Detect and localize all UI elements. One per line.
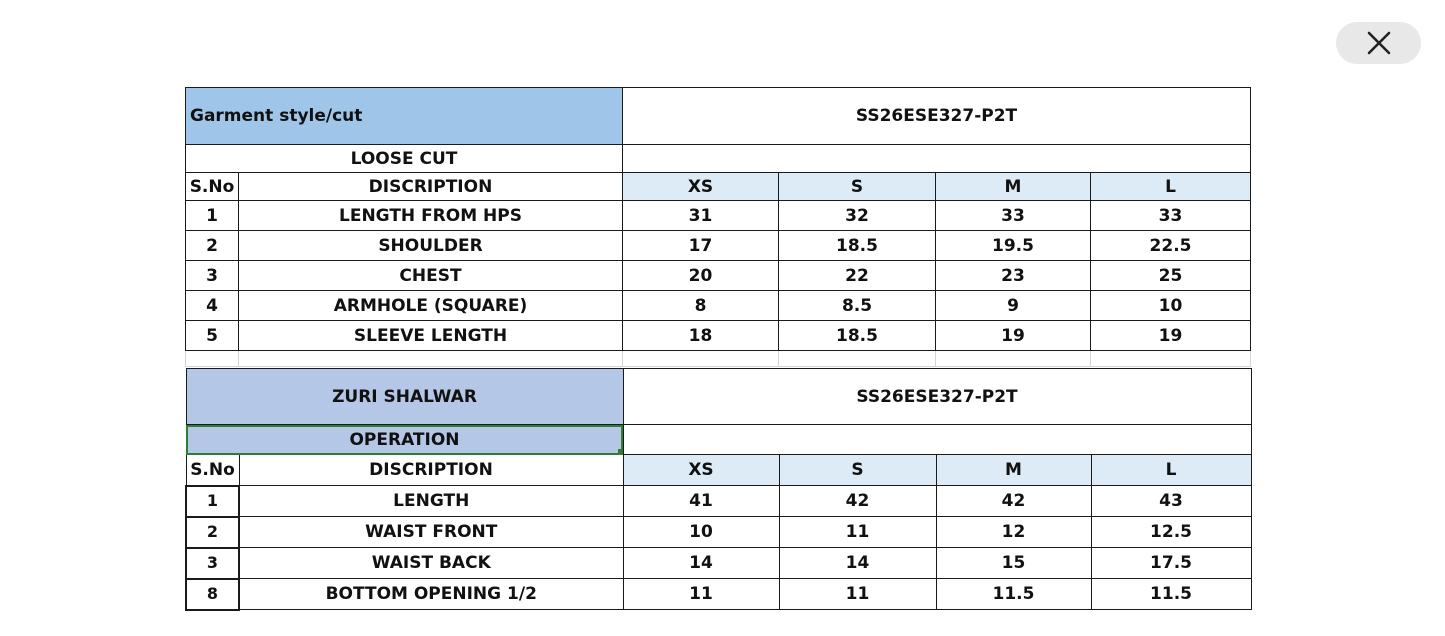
- row-sno[interactable]: 1: [186, 201, 239, 231]
- measurement-table-zuri-shalwar: [185, 368, 1252, 611]
- row-value-m[interactable]: 15: [936, 548, 1091, 579]
- table-row: [186, 291, 1251, 321]
- row-value-m[interactable]: 9: [936, 291, 1091, 321]
- sno-header[interactable]: S.No: [186, 173, 239, 201]
- size-header-s[interactable]: S: [779, 455, 936, 486]
- row-value-l[interactable]: 22.5: [1091, 231, 1251, 261]
- table-row: [186, 321, 1251, 351]
- style-code-cell[interactable]: SS26ESE327-P2T: [623, 369, 1251, 425]
- row-value-l[interactable]: 43: [1091, 486, 1251, 517]
- row-sno[interactable]: 1: [186, 486, 239, 517]
- row-value-m[interactable]: 11.5: [936, 579, 1091, 610]
- empty-cell[interactable]: [623, 145, 1251, 173]
- fill-handle[interactable]: [618, 449, 624, 455]
- row-description[interactable]: CHEST: [239, 261, 623, 291]
- operation-subheader: OPERATION: [349, 429, 460, 450]
- row-value-s[interactable]: 11: [779, 579, 936, 610]
- cut-subheader[interactable]: LOOSE CUT: [186, 145, 623, 173]
- row-value-xs[interactable]: 41: [623, 486, 779, 517]
- row-value-xs[interactable]: 18: [623, 321, 779, 351]
- row-value-s[interactable]: 32: [779, 201, 936, 231]
- row-value-m[interactable]: 33: [936, 201, 1091, 231]
- product-label[interactable]: ZURI SHALWAR: [186, 369, 623, 425]
- row-value-l[interactable]: 10: [1091, 291, 1251, 321]
- size-chart-top: [185, 87, 1250, 367]
- size-header-s[interactable]: S: [779, 173, 936, 201]
- measurement-table-loose-cut: [185, 87, 1251, 367]
- empty-cell[interactable]: [623, 351, 779, 367]
- empty-cell[interactable]: [239, 351, 623, 367]
- row-value-s[interactable]: 8.5: [779, 291, 936, 321]
- row-description[interactable]: BOTTOM OPENING 1/2: [239, 579, 623, 610]
- row-value-xs[interactable]: 8: [623, 291, 779, 321]
- close-button[interactable]: [1336, 22, 1421, 64]
- row-value-m[interactable]: 19: [936, 321, 1091, 351]
- table-row: [186, 517, 1251, 548]
- empty-cell[interactable]: [186, 351, 239, 367]
- size-header-m[interactable]: M: [936, 455, 1091, 486]
- row-value-xs[interactable]: 10: [623, 517, 779, 548]
- table-row: [186, 261, 1251, 291]
- row-value-l[interactable]: 25: [1091, 261, 1251, 291]
- row-value-s[interactable]: 11: [779, 517, 936, 548]
- row-value-m[interactable]: 19.5: [936, 231, 1091, 261]
- row-value-s[interactable]: 14: [779, 548, 936, 579]
- row-description[interactable]: SHOULDER: [239, 231, 623, 261]
- description-header[interactable]: DISCRIPTION: [239, 455, 623, 486]
- style-code-cell[interactable]: SS26ESE327-P2T: [623, 88, 1251, 145]
- operation-subheader-selected-cell[interactable]: [186, 425, 623, 455]
- row-description[interactable]: LENGTH: [239, 486, 623, 517]
- row-value-l[interactable]: 33: [1091, 201, 1251, 231]
- row-value-s[interactable]: 42: [779, 486, 936, 517]
- row-sno[interactable]: 4: [186, 291, 239, 321]
- empty-cell[interactable]: [623, 425, 1251, 455]
- size-header-l[interactable]: L: [1091, 173, 1251, 201]
- row-sno[interactable]: 5: [186, 321, 239, 351]
- row-description[interactable]: WAIST BACK: [239, 548, 623, 579]
- row-sno[interactable]: 2: [186, 231, 239, 261]
- description-header[interactable]: DISCRIPTION: [239, 173, 623, 201]
- row-value-xs[interactable]: 17: [623, 231, 779, 261]
- row-sno[interactable]: 3: [186, 548, 239, 579]
- empty-cell[interactable]: [1091, 351, 1251, 367]
- row-description[interactable]: WAIST FRONT: [239, 517, 623, 548]
- sno-header[interactable]: S.No: [186, 455, 239, 486]
- row-value-s[interactable]: 18.5: [779, 321, 936, 351]
- table-row: [186, 231, 1251, 261]
- row-value-xs[interactable]: 14: [623, 548, 779, 579]
- table-row: [186, 579, 1251, 610]
- row-value-s[interactable]: 22: [779, 261, 936, 291]
- row-value-xs[interactable]: 11: [623, 579, 779, 610]
- size-header-l[interactable]: L: [1091, 455, 1251, 486]
- row-value-m[interactable]: 23: [936, 261, 1091, 291]
- spacer-row: [186, 351, 1251, 367]
- size-header-m[interactable]: M: [936, 173, 1091, 201]
- empty-cell[interactable]: [936, 351, 1091, 367]
- table-row: [186, 486, 1251, 517]
- row-description[interactable]: ARMHOLE (SQUARE): [239, 291, 623, 321]
- table-row: [186, 201, 1251, 231]
- row-value-m[interactable]: 42: [936, 486, 1091, 517]
- row-sno[interactable]: 3: [186, 261, 239, 291]
- row-value-m[interactable]: 12: [936, 517, 1091, 548]
- table-row: [186, 548, 1251, 579]
- row-value-l[interactable]: 17.5: [1091, 548, 1251, 579]
- size-chart-bottom: [185, 368, 1250, 611]
- size-header-xs[interactable]: XS: [623, 173, 779, 201]
- row-value-s[interactable]: 18.5: [779, 231, 936, 261]
- empty-cell[interactable]: [779, 351, 936, 367]
- size-header-xs[interactable]: XS: [623, 455, 779, 486]
- garment-style-label[interactable]: Garment style/cut: [186, 88, 623, 145]
- close-icon: [1367, 31, 1391, 55]
- row-description[interactable]: LENGTH FROM HPS: [239, 201, 623, 231]
- row-value-xs[interactable]: 31: [623, 201, 779, 231]
- row-value-l[interactable]: 12.5: [1091, 517, 1251, 548]
- row-value-xs[interactable]: 20: [623, 261, 779, 291]
- row-value-l[interactable]: 19: [1091, 321, 1251, 351]
- row-sno[interactable]: 8: [186, 579, 239, 610]
- row-description[interactable]: SLEEVE LENGTH: [239, 321, 623, 351]
- row-sno[interactable]: 2: [186, 517, 239, 548]
- row-value-l[interactable]: 11.5: [1091, 579, 1251, 610]
